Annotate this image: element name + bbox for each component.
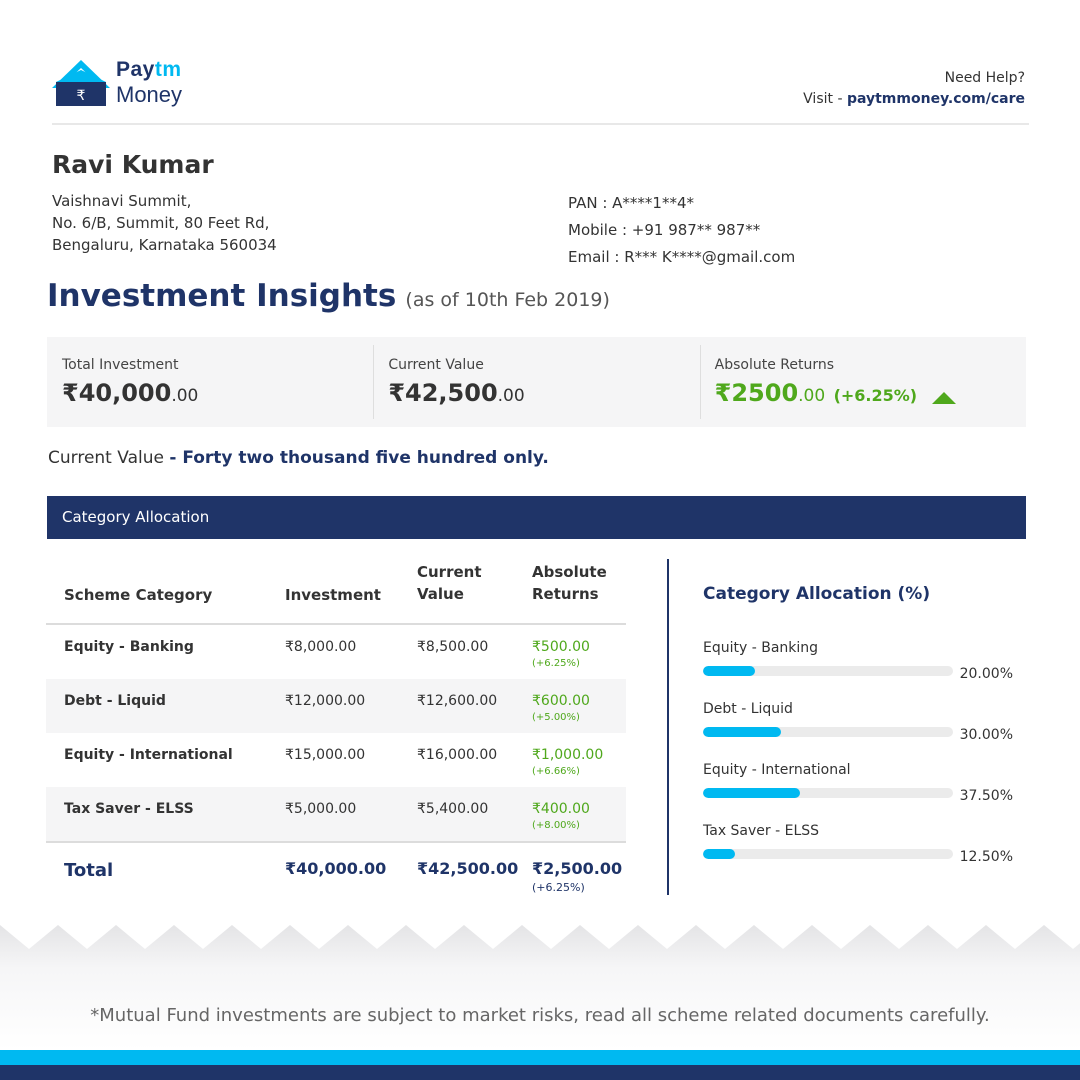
table-row: Tax Saver - ELSS ₹5,000.00 ₹5,400.00 ₹400.00 (+8.00%) (46, 787, 626, 841)
table-row: Equity - International ₹15,000.00 ₹16,000.00 ₹1,000.00 (+6.66%) (64, 747, 604, 777)
insights-title: Investment Insights (47, 278, 397, 314)
pan-text: PAN : A****1**4* (568, 194, 695, 212)
absolute-returns-label: Absolute Returns (714, 357, 835, 373)
address-line: Bengaluru, Karnataka 560034 (52, 236, 277, 254)
header-divider (52, 123, 1029, 125)
category-allocation-header: Category Allocation (47, 496, 1026, 539)
summary-panel (47, 337, 1026, 427)
address-line: No. 6/B, Summit, 80 Feet Rd, (52, 214, 270, 232)
bar-fill (703, 727, 781, 737)
allocation-bar: Equity - International 37.50% (703, 762, 1013, 804)
zigzag-divider (0, 925, 1080, 1050)
header-scheme-category: Scheme Category (64, 586, 213, 604)
up-arrow-icon (932, 392, 956, 404)
absolute-returns-percent: (+6.25%) (833, 386, 918, 405)
help-link[interactable]: paytmmoney.com/care (846, 91, 1025, 107)
table-row: Equity - Banking ₹8,000.00 ₹8,500.00 ₹500.00 (+6.25%) (64, 639, 590, 669)
logo-mark-icon (52, 60, 110, 108)
footer-strip-navy (0, 1065, 1080, 1080)
help-title: Need Help? (944, 70, 1025, 86)
header-investment: Investment (285, 586, 381, 604)
bar-track (703, 788, 953, 798)
total-investment-card (47, 337, 373, 427)
header-current-value: Current Value (417, 563, 482, 603)
customer-contact (568, 190, 795, 271)
bar-fill (703, 849, 735, 859)
section-divider (667, 559, 669, 895)
table-header (46, 560, 626, 625)
rupee-symbol: ₹ (76, 88, 86, 104)
logo-money-text: Money (116, 82, 183, 107)
insights-date: (as of 10th Feb 2019) (405, 289, 610, 311)
customer-name: Ravi Kumar (52, 150, 214, 179)
allocation-table (46, 560, 626, 895)
help-prefix: Visit - (803, 91, 847, 107)
bar-fill (703, 788, 800, 798)
allocation-bar: Tax Saver - ELSS 12.50% (703, 823, 1013, 865)
header-absolute-returns: Absolute Returns (532, 563, 607, 603)
address-line: Vaishnavi Summit, (52, 192, 192, 210)
current-value-label: Current Value (388, 357, 484, 373)
total-investment-value: ₹40,000.00 (62, 379, 199, 407)
total-investment-label: Total Investment (62, 357, 179, 373)
footer-strip-blue (0, 1050, 1080, 1065)
bar-track (703, 849, 953, 859)
allocation-bar: Debt - Liquid 30.00% (703, 701, 1013, 743)
paytm-money-logo (52, 58, 212, 114)
current-value-value: ₹42,500.00 (388, 379, 525, 407)
table-row: Debt - Liquid ₹12,000.00 ₹12,600.00 ₹600.00 (+5.00%) (46, 679, 626, 733)
help-block (803, 68, 1025, 110)
table-total-row: Total ₹40,000.00 ₹42,500.00 ₹2,500.00 (+6.25%) (46, 841, 626, 895)
bar-track (703, 727, 953, 737)
logo-wordmark: Paytm (116, 58, 182, 81)
current-value-in-words: Current Value - Forty two thousand five hundred only. (48, 448, 549, 468)
insights-heading (47, 278, 610, 314)
customer-address (52, 190, 277, 256)
disclaimer-text: *Mutual Fund investments are subject to market risks, read all scheme related documents carefully. (90, 1005, 990, 1026)
absolute-returns-value: ₹2500.00 (+6.25%) (714, 379, 918, 407)
allocation-bar: Equity - Banking 20.00% (703, 640, 1013, 682)
email-text: Email : R*** K****@gmail.com (568, 248, 796, 266)
absolute-returns-card (700, 337, 1026, 427)
bar-track (703, 666, 953, 676)
allocation-title: Category Allocation (%) (703, 584, 931, 604)
current-value-card (373, 337, 699, 427)
bar-fill (703, 666, 755, 676)
mobile-text: Mobile : +91 987** 987** (568, 221, 761, 239)
